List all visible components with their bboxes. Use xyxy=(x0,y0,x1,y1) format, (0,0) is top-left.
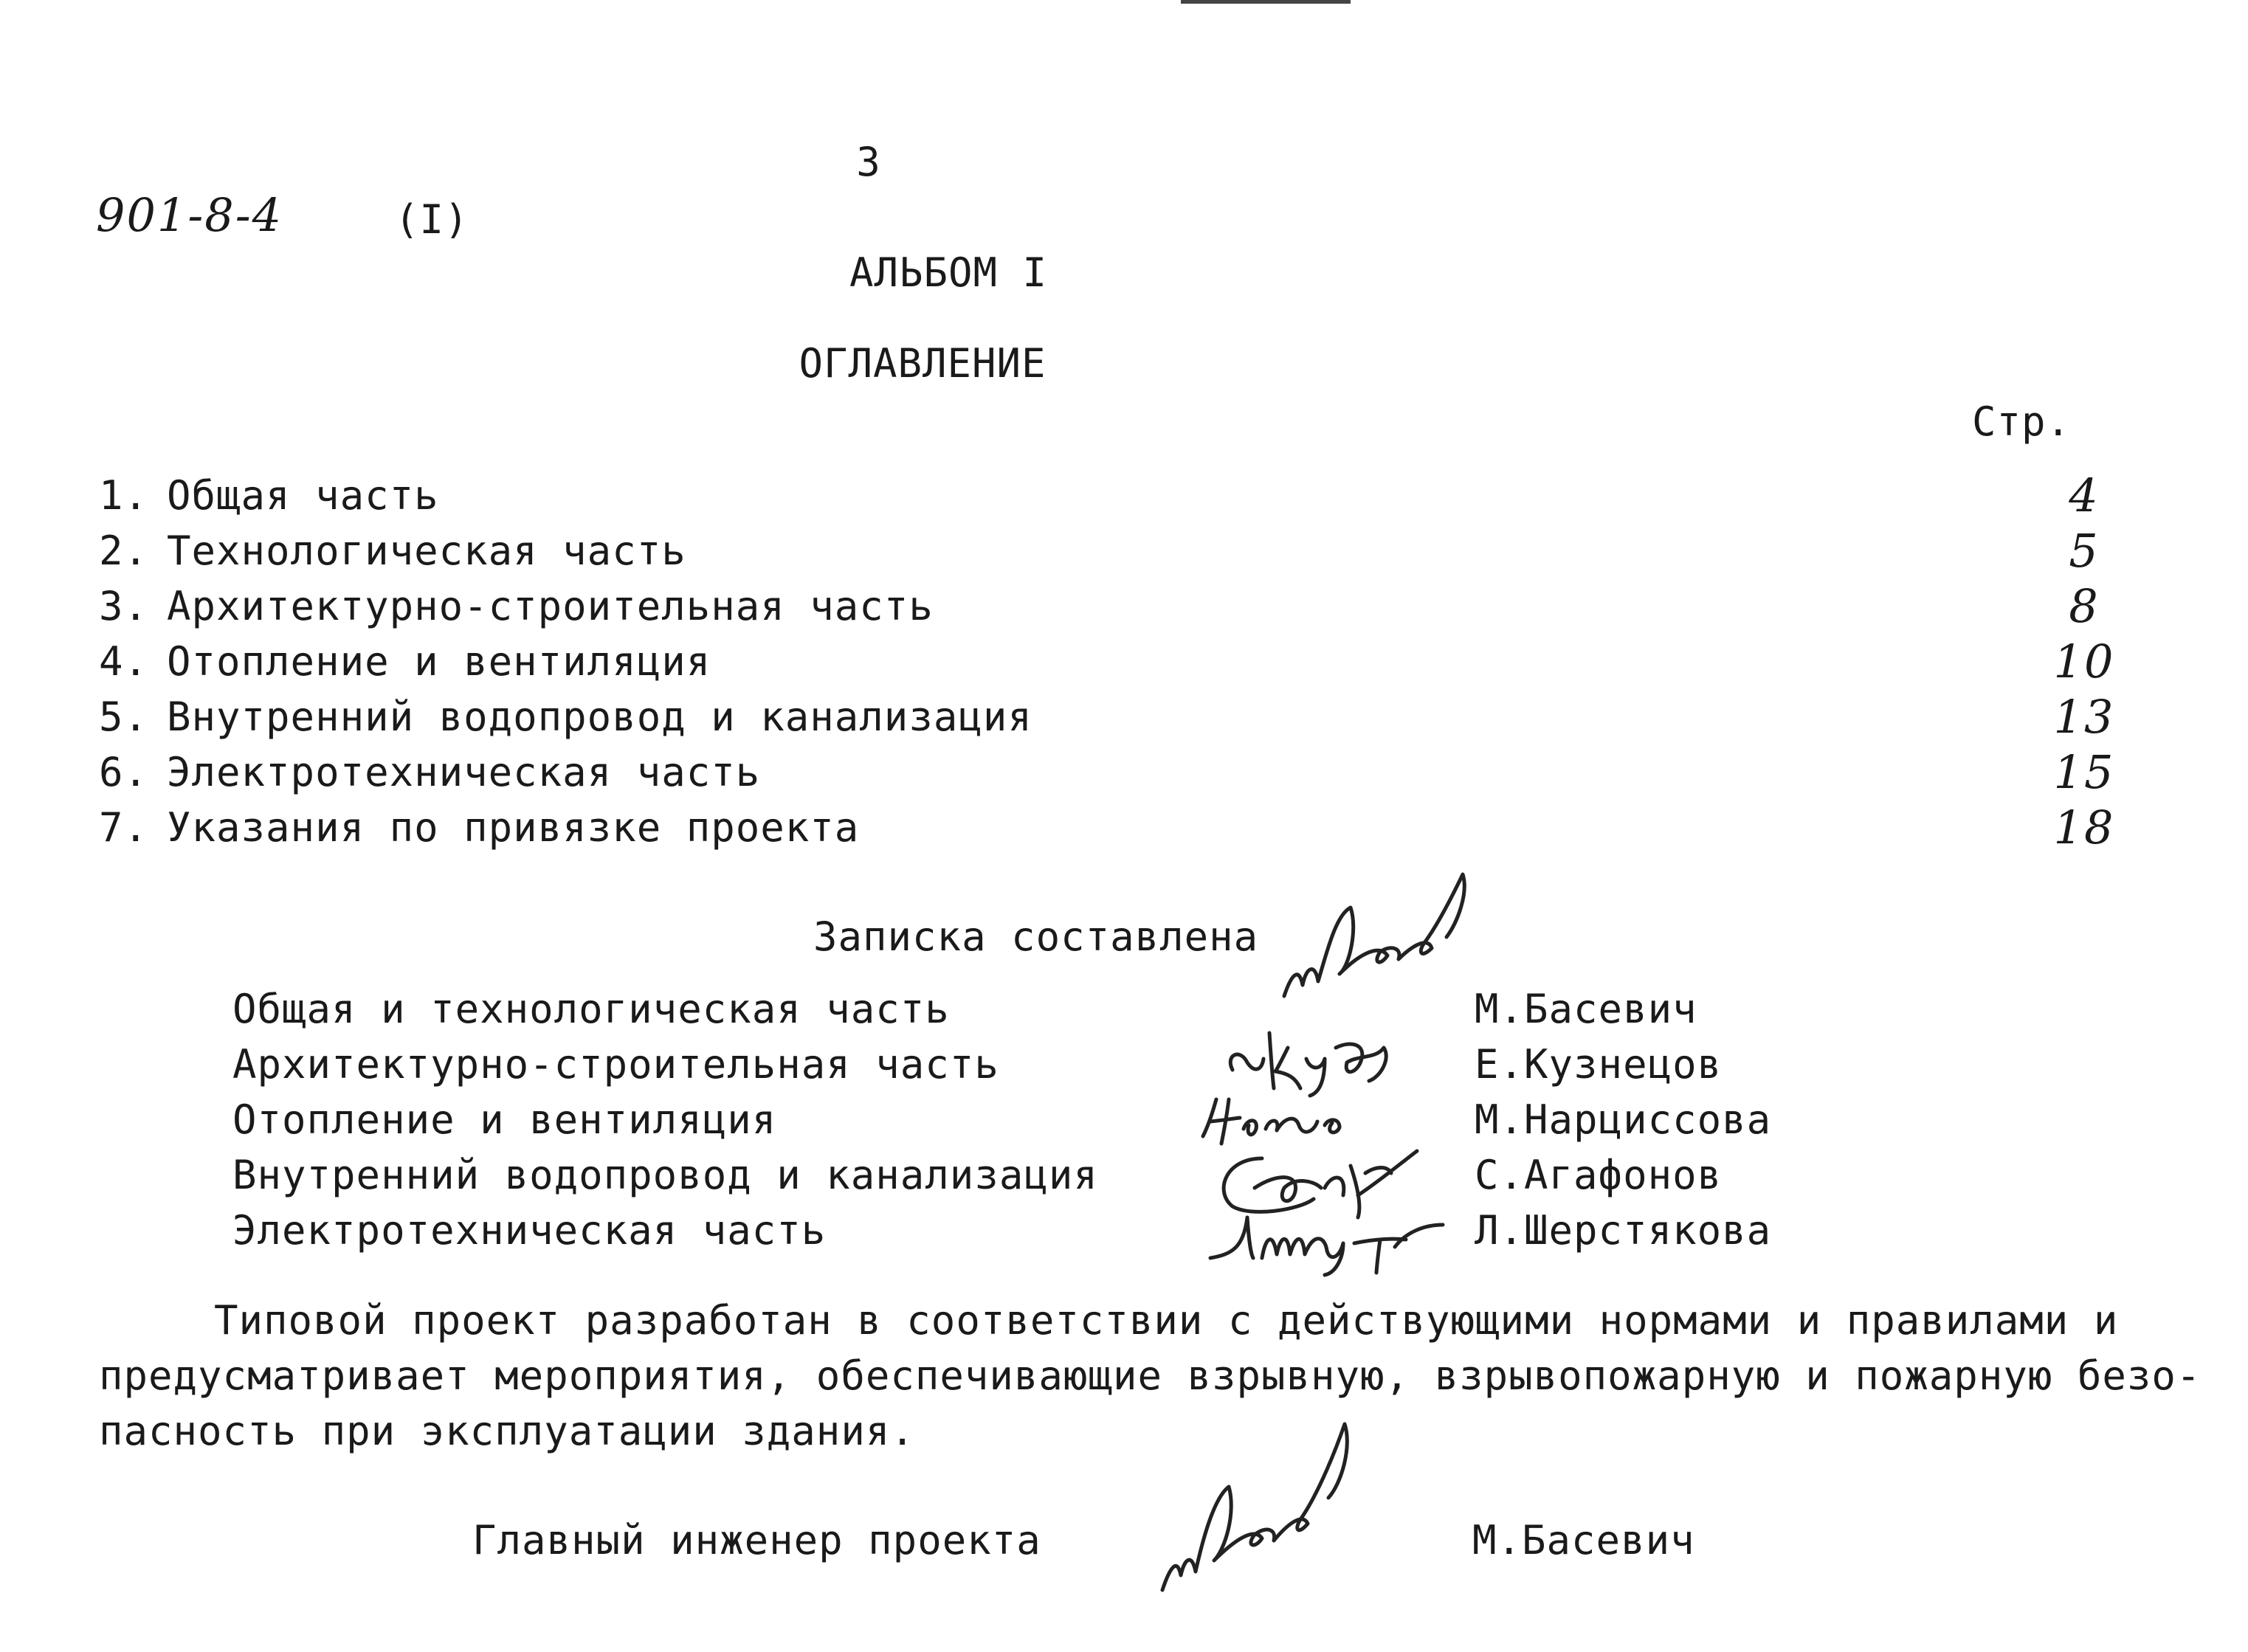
chief-engineer-label: Главный инженер проекта xyxy=(472,1517,1041,1563)
toc-label: Отопление и вентиляция xyxy=(167,638,711,685)
toc-page: 15 xyxy=(2053,745,2115,799)
author-name: Е.Кузнецов xyxy=(1475,1041,1723,1088)
statement-line: Типовой проект разработан в соответствии с действующими нормами и правилами и xyxy=(214,1297,2119,1344)
project-code: 901-8-4 xyxy=(96,188,283,242)
toc-page: 13 xyxy=(2053,690,2115,744)
author-name: С.Агафонов xyxy=(1475,1152,1723,1198)
author-section: Отопление и вентиляция xyxy=(232,1096,777,1143)
compiled-by-heading: Записка составлена xyxy=(813,913,1259,960)
toc-number: 6. xyxy=(99,749,149,795)
author-name: М.Нарциссова xyxy=(1475,1096,1772,1143)
album-title: АЛЬБОМ I xyxy=(849,249,1048,296)
toc-row xyxy=(99,690,2165,744)
toc-label: Указания по привязке проекта xyxy=(167,804,860,851)
author-section: Общая и технологическая часть xyxy=(232,986,950,1032)
toc-number: 7. xyxy=(99,804,149,851)
toc-label: Архитектурно-строительная часть xyxy=(167,583,934,629)
author-section: Архитектурно-строительная часть xyxy=(232,1041,999,1088)
statement-line: пасность при эксплуатации здания. xyxy=(99,1408,915,1454)
author-row xyxy=(232,1098,2078,1142)
author-row xyxy=(232,1043,2078,1087)
toc-page: 18 xyxy=(2053,801,2115,854)
signature-chief-engineer xyxy=(1151,1402,1387,1601)
page-number: 3 xyxy=(856,139,881,185)
toc-number: 3. xyxy=(99,583,149,629)
toc-number: 1. xyxy=(99,472,149,519)
toc-page: 8 xyxy=(2069,579,2100,633)
author-section: Внутренний водопровод и канализация xyxy=(232,1152,1098,1198)
toc-row xyxy=(99,801,2165,854)
author-name: Л.Шерстякова xyxy=(1475,1207,1772,1254)
toc-label: Внутренний водопровод и канализация xyxy=(167,694,1032,740)
toc-label: Технологическая часть xyxy=(167,528,686,574)
toc-row xyxy=(99,524,2165,578)
author-row xyxy=(232,1209,2078,1253)
scan-edge-mark xyxy=(1181,0,1351,4)
toc-number: 4. xyxy=(99,638,149,685)
toc-label: Электротехническая часть xyxy=(167,749,761,795)
toc-number: 2. xyxy=(99,528,149,574)
album-marker: (I) xyxy=(395,196,469,243)
toc-page: 10 xyxy=(2053,635,2115,688)
contents-title: ОГЛАВЛЕНИЕ xyxy=(799,340,1047,387)
toc-page: 5 xyxy=(2069,524,2100,578)
toc-row xyxy=(99,469,2165,522)
author-row xyxy=(232,1153,2078,1197)
toc-row xyxy=(99,745,2165,799)
statement-line: предусматривает мероприятия, обеспечивающие взрывную, взрывопожарную и пожарную безо- xyxy=(99,1352,2202,1399)
author-section: Электротехническая часть xyxy=(232,1207,827,1254)
page-column-header: Стр. xyxy=(1972,398,2072,445)
toc-row xyxy=(99,635,2165,688)
author-row xyxy=(232,987,2078,1031)
toc-label: Общая часть xyxy=(167,472,439,519)
toc-row xyxy=(99,579,2165,633)
toc-page: 4 xyxy=(2069,469,2100,522)
signature-sherstyakova xyxy=(1203,1203,1447,1276)
chief-engineer-name: М.Басевич xyxy=(1472,1517,1695,1563)
toc-number: 5. xyxy=(99,694,149,740)
author-name: М.Басевич xyxy=(1475,986,1697,1032)
